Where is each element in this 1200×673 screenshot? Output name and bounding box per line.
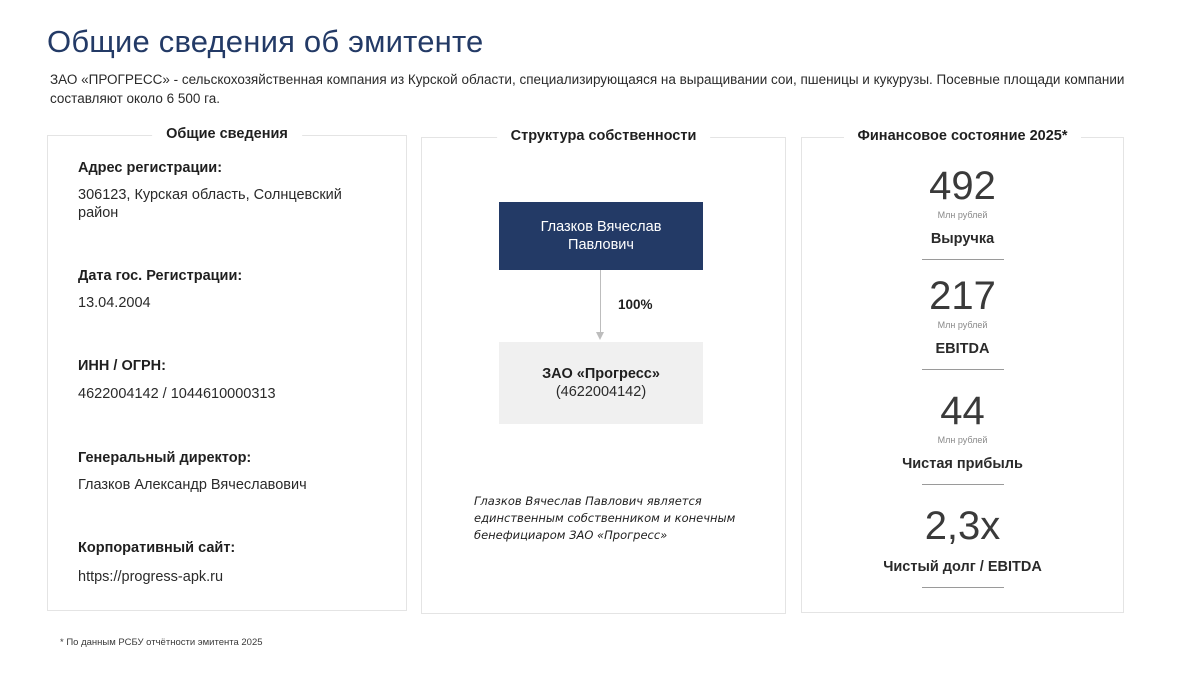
owner-name: Глазков Вячеслав Павлович	[540, 219, 662, 253]
registration-date-value: 13.04.2004	[78, 295, 151, 311]
arrow-down-icon	[596, 332, 604, 340]
owner-box	[499, 202, 703, 270]
general-director-value: Глазков Александр Вячеславович	[78, 477, 307, 493]
company-inn: (4622004142)	[555, 384, 647, 400]
metric-unit: Млн рублей	[937, 210, 988, 220]
page-title: Общие сведения об эмитенте	[47, 24, 484, 59]
metric-value: 217	[929, 274, 996, 318]
metric-divider	[922, 484, 1004, 485]
finance-panel	[801, 128, 1124, 613]
ownership-connector-line	[600, 270, 601, 332]
metric-net-debt-ebitda	[802, 504, 1123, 588]
ownership-share: 100%	[618, 297, 653, 312]
inn-ogrn-value: 4622004142 / 1044610000313	[78, 386, 276, 402]
inn-ogrn-label: ИНН / ОГРН:	[78, 358, 166, 374]
metric-revenue	[802, 164, 1123, 260]
general-info-heading: Общие сведения	[152, 126, 302, 142]
metric-divider	[922, 259, 1004, 260]
footnote: * По данным РСБУ отчётности эмитента 2025	[60, 637, 263, 648]
ownership-heading: Структура собственности	[497, 128, 711, 144]
metric-ebitda	[802, 274, 1123, 370]
metric-label: EBITDA	[935, 341, 990, 357]
ownership-note: Глазков Вячеслав Павлович является единственным собственником и конечным бенефициаром ЗАО «Прогресс»	[474, 494, 736, 542]
corporate-site-label: Корпоративный сайт:	[78, 540, 236, 556]
general-director-label: Генеральный директор:	[78, 450, 252, 466]
metric-divider	[922, 587, 1004, 588]
ownership-panel	[421, 128, 786, 614]
intro-text: ЗАО «ПРОГРЕСС» - сельскохозяйственная компания из Курской области, специализирующаяся на выращивании сои, пшеницы и кукурузы. Посевные площади компании составляют около 6 500 га.	[50, 72, 1125, 106]
metric-divider	[922, 369, 1004, 370]
metric-label: Выручка	[930, 231, 995, 247]
finance-heading: Финансовое состояние 2025*	[844, 128, 1082, 144]
metric-unit: Млн рублей	[937, 435, 988, 445]
registration-address-label: Адрес регистрации:	[78, 160, 223, 176]
metric-value: 44	[940, 389, 985, 433]
metric-label: Чистая прибыль	[902, 456, 1023, 472]
registration-address-value: 306123, Курская область, Солнцевский район	[78, 187, 342, 221]
registration-date-label: Дата гос. Регистрации:	[78, 268, 243, 284]
company-box	[499, 342, 703, 424]
general-info-panel	[47, 126, 407, 611]
company-name: ЗАО «Прогресс»	[542, 366, 660, 382]
metric-unit: Млн рублей	[937, 320, 988, 330]
metric-net-profit	[802, 389, 1123, 485]
corporate-site-link[interactable]: https://progress-apk.ru	[78, 569, 224, 585]
metric-value: 492	[929, 164, 996, 208]
metric-label: Чистый долг / EBITDA	[883, 559, 1042, 575]
metric-value: 2,3х	[924, 504, 1001, 548]
